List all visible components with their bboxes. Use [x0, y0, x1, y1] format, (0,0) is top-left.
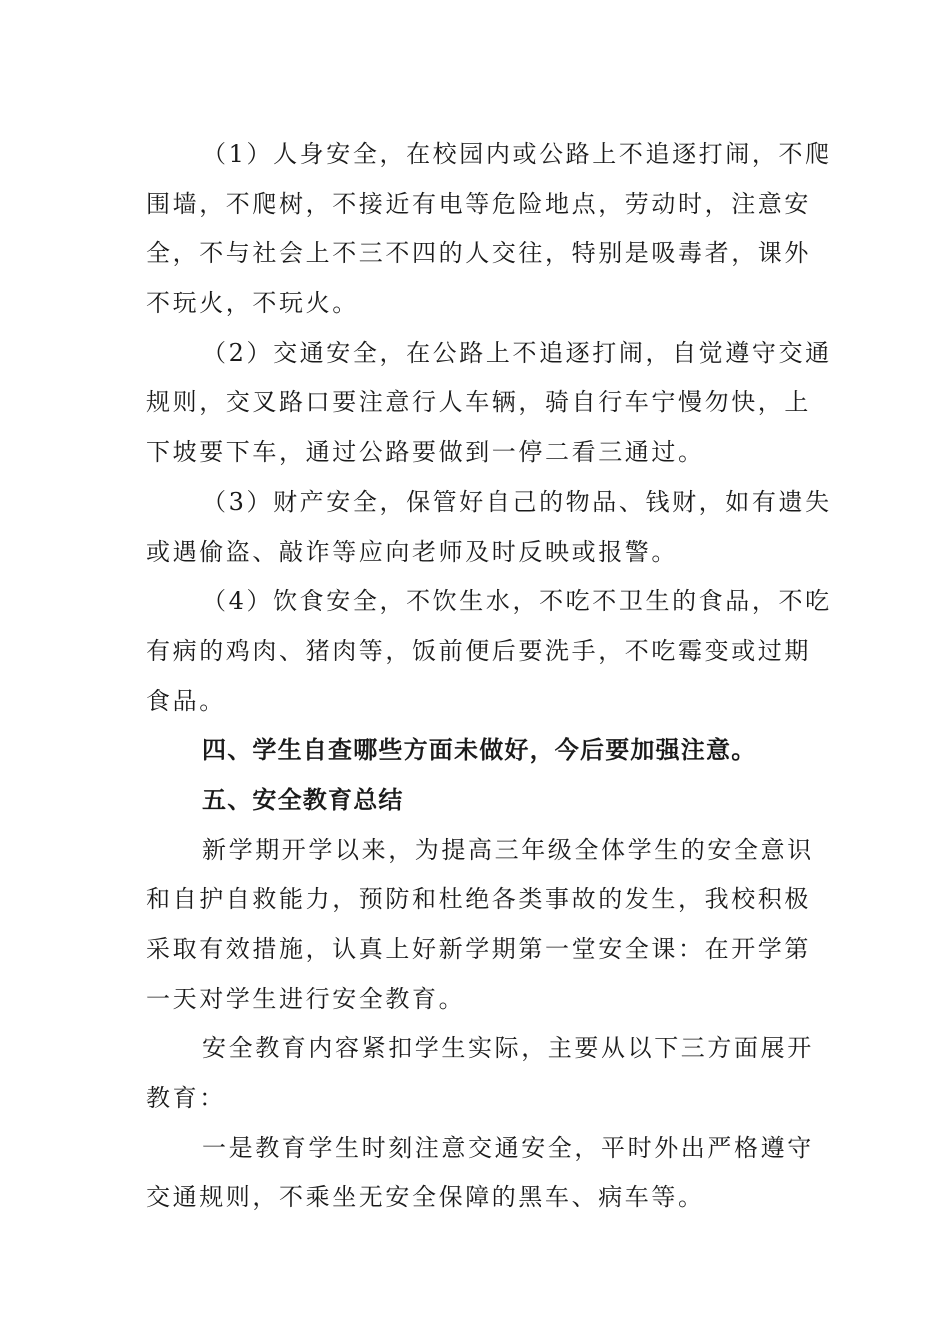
section-heading: 五、安全教育总结	[202, 785, 404, 814]
text-line: 教育：	[146, 1084, 226, 1113]
document-body	[146, 130, 832, 1223]
text-line: 一天对学生进行安全教育。	[146, 984, 466, 1013]
text-line: （3）财产安全，保管好自己的物品、钱财，如有遗失	[202, 487, 832, 516]
text-line: （4）饮食安全，不饮生水，不吃不卫生的食品，不吃	[202, 587, 832, 616]
text-line: （2）交通安全，在公路上不追逐打闹，自觉遵守交通	[202, 338, 832, 367]
text-line: 新学期开学以来，为提高三年级全体学生的安全意识	[202, 835, 814, 864]
text-line: 围墙，不爬树，不接近有电等危险地点，劳动时，注意安	[146, 189, 811, 218]
text-line: 全，不与社会上不三不四的人交往，特别是吸毒者，课外	[146, 239, 811, 268]
section-heading: 四、学生自查哪些方面未做好，今后要加强注意。	[202, 736, 757, 765]
text-line: 或遇偷盗、敲诈等应向老师及时反映或报警。	[146, 537, 678, 566]
text-line: 规则，交叉路口要注意行人车辆，骑自行车宁慢勿快，上	[146, 388, 811, 417]
text-line: 采取有效措施，认真上好新学期第一堂安全课：在开学第	[146, 935, 811, 963]
text-line: 下坡要下车，通过公路要做到一停二看三通过。	[146, 438, 705, 467]
text-line: 有病的鸡肉、猪肉等，饭前便后要洗手，不吃霉变或过期	[146, 636, 811, 665]
text-line: 交通规则，不乘坐无安全保障的黑车、病车等。	[146, 1183, 705, 1212]
text-line: 不玩火，不玩火。	[146, 289, 359, 318]
text-line: （1）人身安全，在校园内或公路上不追逐打闹，不爬	[202, 140, 832, 168]
text-line: 一是教育学生时刻注意交通安全，平时外出严格遵守	[202, 1133, 814, 1162]
text-line: 食品。	[146, 686, 226, 715]
text-line: 安全教育内容紧扣学生实际，主要从以下三方面展开	[202, 1034, 814, 1063]
text-line: 和自护自救能力，预防和杜绝各类事故的发生，我校积极	[146, 885, 811, 914]
